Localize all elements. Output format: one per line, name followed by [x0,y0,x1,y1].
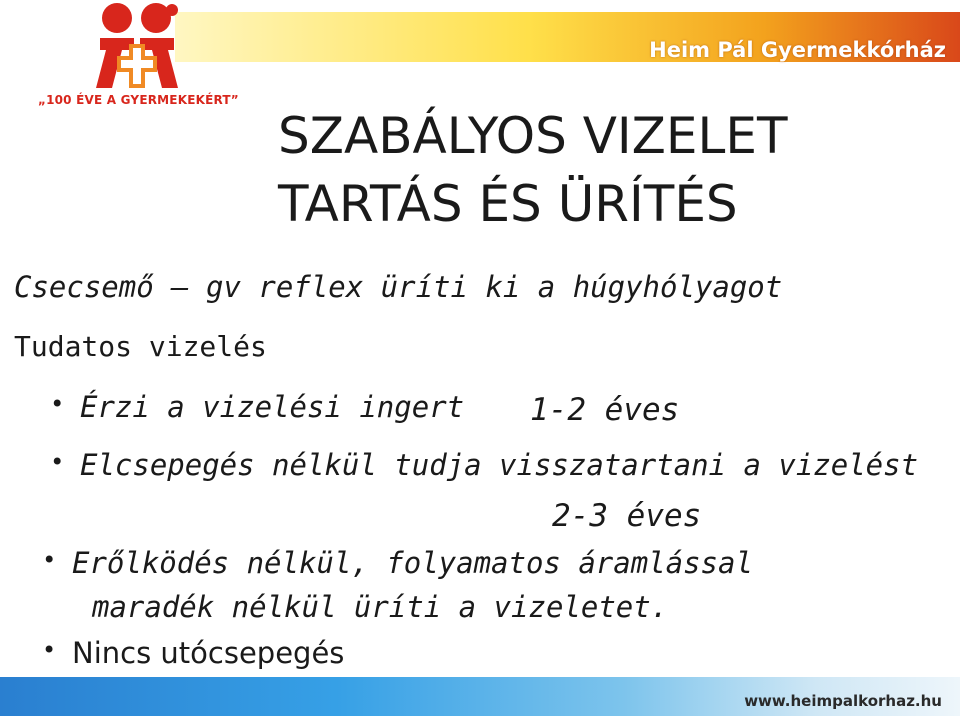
website-link[interactable]: www.heimpalkorhaz.hu [744,692,942,710]
title-line-1: SZABÁLYOS VIZELET [278,107,788,165]
conscious-urination-heading: Tudatos vizelés [14,330,267,363]
bullet-holds-urine: • Elcsepegés nélkül tudja visszatartani a vizelést [80,448,918,482]
age-1-2-label: 1-2 éves [530,392,680,428]
infant-reflex-text: Csecsemő – gv reflex üríti ki a húgyhólyagot [14,270,783,304]
bullet-feels-urge: • Érzi a vizelési ingert [80,390,464,424]
page-title [278,102,788,238]
continuous-flow-line-2: maradék nélkül üríti a vizeletet. [92,590,669,624]
logo-caption: „100 ÉVE A GYERMEKEKÉRT” [38,93,239,107]
age-2-3-label: 2-3 éves [552,498,702,534]
bullet-no-dripping: • Nincs utócsepegés [72,636,344,670]
title-line-2: TARTÁS ÉS ÜRÍTÉS [278,175,738,233]
bullet-continuous-flow: • Erőlködés nélkül, folyamatos áramlással [72,546,753,580]
children-cross-logo-icon [82,0,192,92]
header-band [175,12,960,62]
hospital-name: Heim Pál Gyermekkórház [649,38,946,62]
